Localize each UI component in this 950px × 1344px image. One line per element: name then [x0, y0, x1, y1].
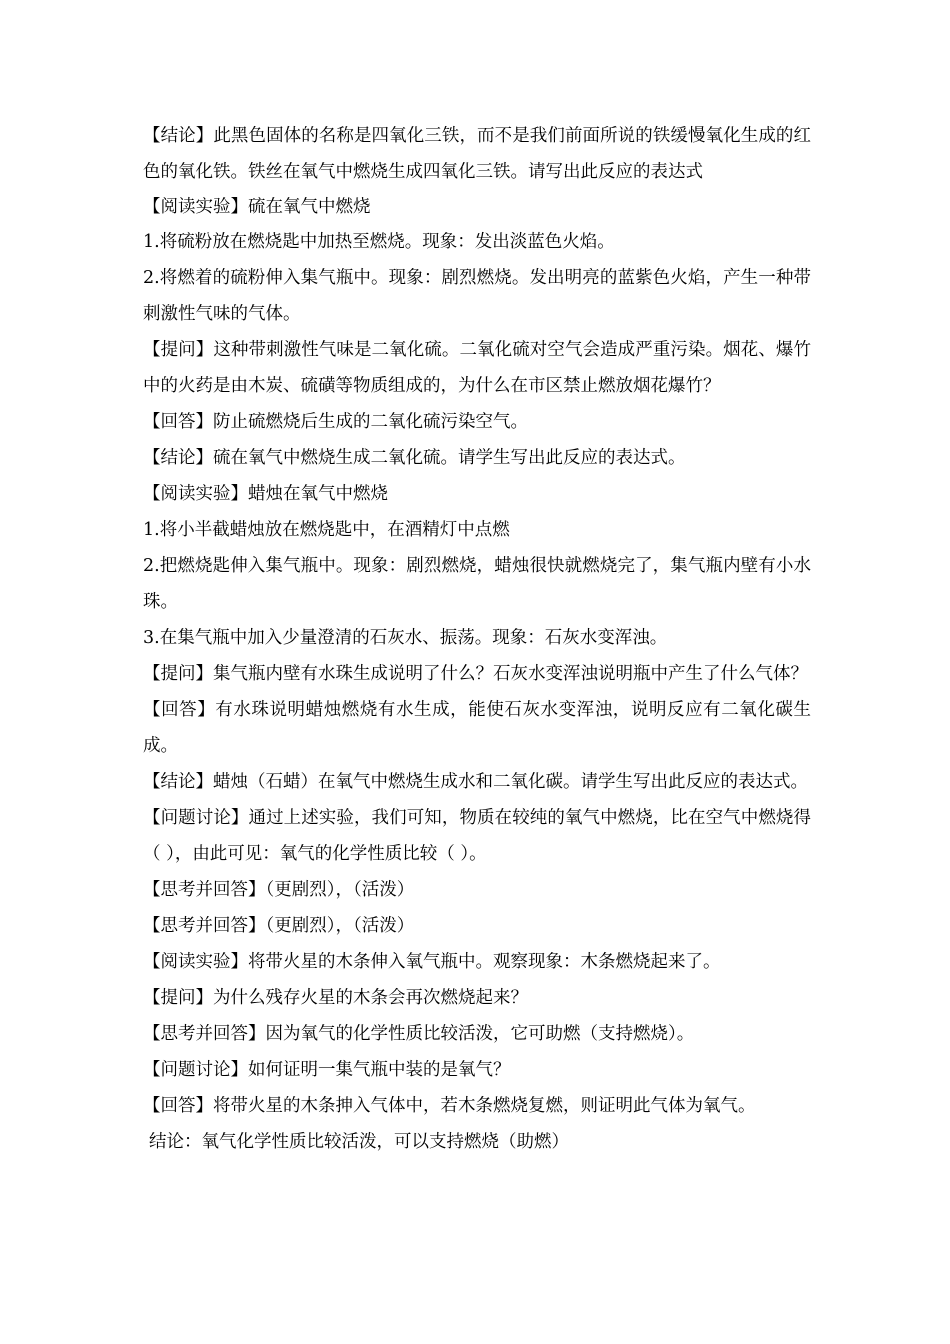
paragraph-sulfur-step-1: 1.将硫粉放在燃烧匙中加热至燃烧。现象：发出淡蓝色火焰。: [143, 232, 615, 252]
paragraph-conclusion-iron: 【结论】此黑色固体的名称是四氧化三铁，而不是我们前面所说的铁缓慢氧化生成的红色的氧化铁。铁丝在氧气中燃烧生成四氧化三铁。请写出此反应的表达式: [143, 126, 811, 182]
paragraph-discussion-test: 【问题讨论】如何证明一集气瓶中装的是氧气？: [143, 1060, 511, 1080]
paragraph-think-answer-3: 【思考并回答】因为氧气的化学性质比较活泼，它可助燃（支持燃烧）。: [143, 1024, 695, 1044]
document-page: [143, 118, 811, 1160]
paragraph-reading-candle: 【阅读实验】蜡烛在氧气中燃烧: [143, 484, 388, 504]
paragraph-reading-splint: 【阅读实验】将带火星的木条伸入氧气瓶中。观察现象：木条燃烧起来了。: [143, 952, 721, 972]
paragraph-candle-step-1: 1.将小半截蜡烛放在燃烧匙中，在酒精灯中点燃: [143, 520, 510, 540]
paragraph-answer-so2: 【回答】防止硫燃烧后生成的二氧化硫污染空气。: [143, 412, 528, 432]
paragraph-conclusion-sulfur: 【结论】硫在氧气中燃烧生成二氧化硫。请学生写出此反应的表达式。: [143, 448, 686, 468]
paragraph-answer-candle: 【回答】有水珠说明蜡烛燃烧有水生成，能使石灰水变浑浊，说明反应有二氧化碳生成。: [143, 700, 811, 756]
paragraph-final-conclusion: 结论：氧气化学性质比较活泼，可以支持燃烧（助燃）: [149, 1132, 569, 1152]
paragraph-think-answer-2: 【思考并回答】（更剧烈），（活泼）: [143, 916, 415, 936]
paragraph-discussion-oxygen: 【问题讨论】通过上述实验，我们可知，物质在较纯的氧气中燃烧，比在空气中燃烧得（ ），由此可见：氧气的化学性质比较（ ）。: [143, 808, 811, 864]
paragraph-conclusion-candle: 【结论】蜡烛（石蜡）在氧气中燃烧生成水和二氧化碳。请学生写出此反应的表达式。: [143, 772, 808, 792]
paragraph-question-candle: 【提问】集气瓶内壁有水珠生成说明了什么？石灰水变浑浊说明瓶中产生了什么气体？: [143, 664, 808, 684]
paragraph-question-so2: 【提问】这种带刺激性气味是二氧化硫。二氧化硫对空气会造成严重污染。烟花、爆竹中的火药是由木炭、硫磺等物质组成的，为什么在市区禁止燃放烟花爆竹？: [143, 340, 811, 396]
paragraph-question-splint: 【提问】为什么残存火星的木条会再次燃烧起来？: [143, 988, 528, 1008]
paragraph-candle-step-2: 2.把燃烧匙伸入集气瓶中。现象：剧烈燃烧，蜡烛很快就燃烧完了，集气瓶内壁有小水珠。: [143, 556, 811, 612]
paragraph-reading-sulfur: 【阅读实验】硫在氧气中燃烧: [143, 197, 371, 217]
paragraph-think-answer-1: 【思考并回答】（更剧烈），（活泼）: [143, 880, 415, 900]
paragraph-sulfur-step-2: 2.将燃着的硫粉伸入集气瓶中。现象：剧烈燃烧。发出明亮的蓝紫色火焰，产生一种带刺激性气味的气体。: [143, 268, 811, 324]
paragraph-candle-step-3: 3.在集气瓶中加入少量澄清的石灰水、振荡。现象：石灰水变浑浊。: [143, 628, 668, 648]
paragraph-answer-test: 【回答】将带火星的木条抻入气体中，若木条燃烧复燃，则证明此气体为氧气。: [143, 1096, 756, 1116]
